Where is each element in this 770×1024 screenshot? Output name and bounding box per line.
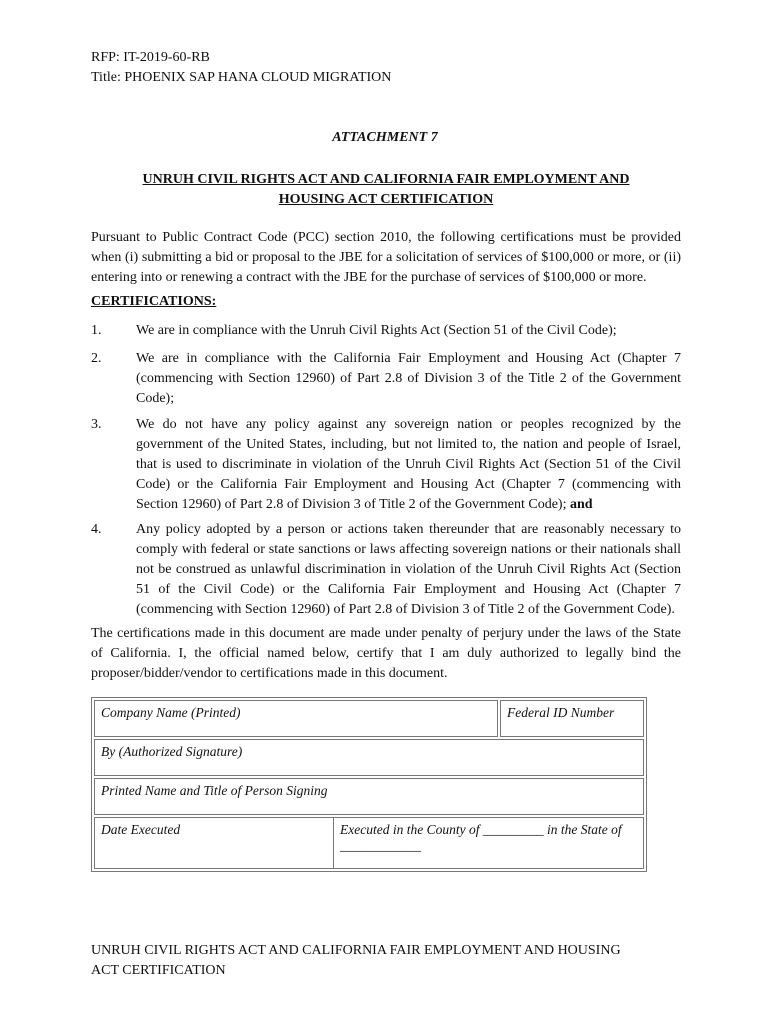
certification-number: 2. xyxy=(91,351,102,366)
certification-number: 1. xyxy=(91,323,102,338)
federal-id-field[interactable]: Federal ID Number xyxy=(500,700,644,737)
page-title-line-2: HOUSING ACT CERTIFICATION xyxy=(278,192,494,207)
signature-form xyxy=(91,697,647,872)
page-title-line-1: UNRUH CIVIL RIGHTS ACT AND CALIFORNIA FAIR EMPLOYMENT AND xyxy=(142,172,630,187)
certification-text: We are in compliance with the Unruh Civil Rights Act (Section 51 of the Civil Code); xyxy=(136,323,617,338)
certification-item xyxy=(91,349,681,409)
document-header xyxy=(91,48,391,88)
date-county-row xyxy=(94,817,644,869)
certification-text: We are in compliance with the California Fair Employment and Housing Act (Chapter 7 (commencing with Section 12960) of Part 2.8 of Division 3 of the Title 2 of the Government Code); xyxy=(136,351,681,406)
certifications-heading: CERTIFICATIONS: xyxy=(91,294,217,309)
rfp-title: Title: PHOENIX SAP HANA CLOUD MIGRATION xyxy=(91,70,392,85)
certification-number: 4. xyxy=(91,522,102,537)
printed-name-title-field[interactable]: Printed Name and Title of Person Signing xyxy=(94,778,644,815)
date-executed-field[interactable]: Date Executed xyxy=(94,817,334,869)
date-county-table xyxy=(94,817,644,869)
certification-text: Any policy adopted by a person or actions taken thereunder that are reasonably necessary to comply with federal or state sanctions or laws affecting sovereign nations or their nationals shall not be construed as unlawful discrimination in violation of the Unruh Civil Rights Act (Section 51 of the Civil Code) or the California Fair Employment and Housing Act (Chapter 7 (commencing with Section 12960) of Part 2.8 of Division 3 of Title 2 of the Government Code). xyxy=(136,522,681,617)
page-title xyxy=(91,170,681,210)
certification-item xyxy=(91,321,681,341)
attachment-label: ATTACHMENT 7 xyxy=(332,130,438,145)
company-name-field[interactable]: Company Name (Printed) xyxy=(94,700,498,737)
document-footer xyxy=(91,941,691,981)
closing-paragraph: The certifications made in this document are made under penalty of perjury under the laws of the State of California. I, the official named below, certify that I am duly authorized to legally bind the proposer/bidder/vendor to certifications made in this document. xyxy=(91,626,681,681)
certification-item xyxy=(91,520,681,620)
certification-text-wrap xyxy=(136,415,681,515)
certification-number: 3. xyxy=(91,417,102,432)
authorized-signature-field[interactable]: By (Authorized Signature) xyxy=(94,739,644,776)
footer-line-1: UNRUH CIVIL RIGHTS ACT AND CALIFORNIA FAIR EMPLOYMENT AND HOUSING xyxy=(91,943,621,958)
footer-line-2: ACT CERTIFICATION xyxy=(91,963,226,978)
county-state-field[interactable]: Executed in the County of _________ in the State of ____________ xyxy=(334,817,644,869)
intro-paragraph: Pursuant to Public Contract Code (PCC) section 2010, the following certifications must be provided when (i) submitting a bid or proposal to the JBE for a solicitation of services of $100,000 or more, or (ii) entering into or renewing a contract with the JBE for the purchase of services of $100,000 or more. xyxy=(91,230,681,285)
certification-item xyxy=(91,415,681,515)
certification-text: We do not have any policy against any sovereign nation or peoples recognized by the government of the United States, including, but not limited to, the nation and people of Israel, that is used to discriminate in violation of the Unruh Civil Rights Act (Section 51 of the Civil Code) or the California Fair Employment and Housing Act (Chapter 7 (commencing with Section 12960) of Part 2.8 of Division 3 of Title 2 of the Government Code); xyxy=(136,417,681,512)
rfp-number: RFP: IT-2019-60-RB xyxy=(91,50,210,65)
certification-conjunction: and xyxy=(569,497,593,512)
